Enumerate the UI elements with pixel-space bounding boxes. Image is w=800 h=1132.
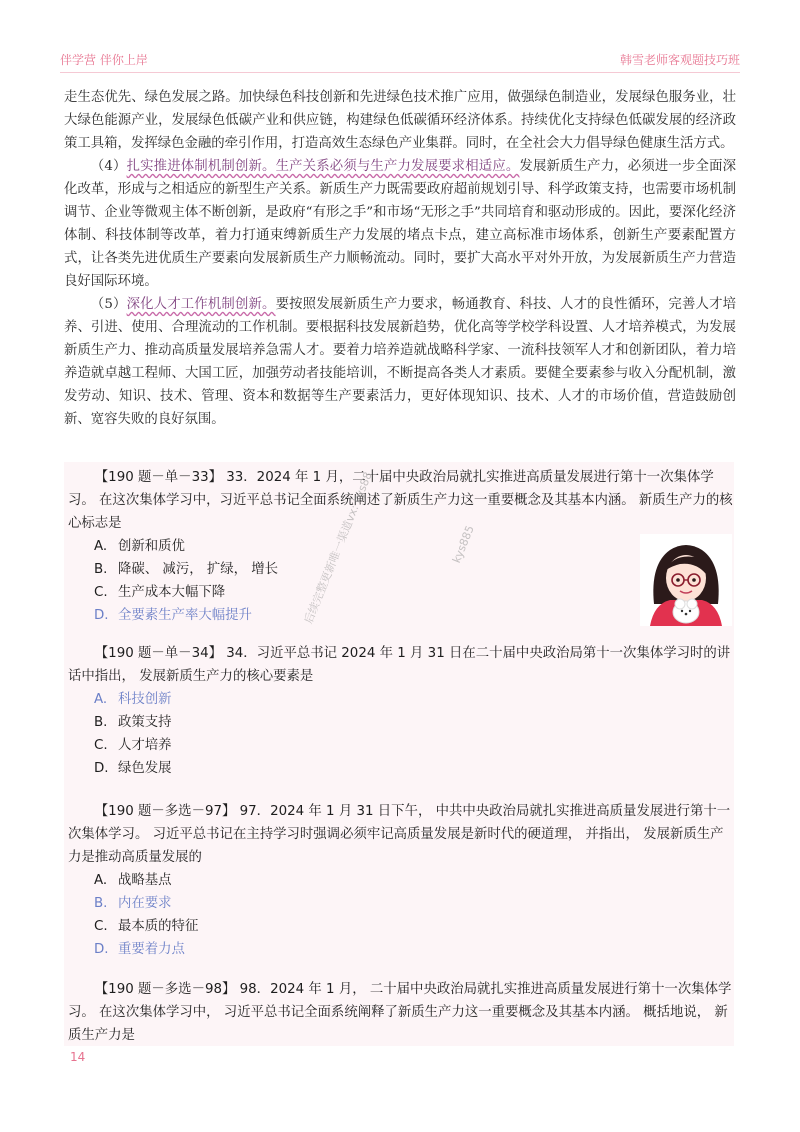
option-letter: B. — [94, 562, 108, 577]
option-letter: D. — [94, 942, 109, 957]
option-letter: C. — [94, 585, 108, 600]
paragraph-2-body: 发展新质生产力，必须进一步全面深化改革，形成与之相适应的新型生产关系。新质生产力既需要政府超前规划引导、科学政策支持，也需要市场机制调节、企业等微观主体不断创新，是政府“有形之手”和市场“无形之手”共同培育和驱动形成的。因此，要深化经济体制、科技体制等改革，着力打通束缚新质生产力发展的堵点卡点，建立高标准市场体系，创新生产要素配置方式，让各类先进优质生产要素向发展新质生产力顺畅流动。同时，要扩大高水平对外开放，为发展新质生产力营造良好国际环境。 — [64, 159, 737, 289]
option-letter: B. — [94, 896, 108, 911]
option-b[interactable] — [64, 558, 734, 581]
paragraph-2-heading: 扎实推进体制机制创新。生产关系必须与生产力发展要求相适应。 — [126, 159, 520, 174]
option-text: 科技创新 — [118, 692, 172, 707]
option-text: 降碳、 减污， 扩绿， 增长 — [118, 562, 279, 577]
paragraph-2-number: （4） — [90, 159, 127, 174]
option-letter: A. — [94, 873, 108, 888]
option-text: 战略基点 — [118, 873, 172, 888]
question-stem: 【190 题－多选－97】 97．2024 年 1 月 31 日下午， 中共中央政治局就扎实推进高质量发展进行第十一次集体学习。 习近平总书记在主持学习时强调必须牢记高质量发展是新时代的硬道理， 并指出， 发展新质生产力是推动高质量发展的 — [68, 804, 731, 865]
header-right-title: 韩雪老师客观题技巧班 — [619, 52, 740, 67]
option-text: 绿色发展 — [118, 761, 172, 776]
option-letter: A. — [94, 539, 108, 554]
watermark-text-secondary: kys885 — [450, 523, 477, 565]
question-34 — [64, 642, 734, 780]
paragraph-2 — [64, 155, 736, 293]
body-text — [64, 86, 736, 431]
header-divider — [60, 72, 740, 73]
option-letter: D. — [94, 761, 109, 776]
option-c[interactable] — [64, 581, 734, 604]
option-letter: D. — [94, 608, 109, 623]
option-b-correct[interactable] — [64, 892, 734, 915]
option-c[interactable] — [64, 915, 734, 938]
page-header — [60, 48, 740, 70]
option-a-correct[interactable] — [64, 688, 734, 711]
watermark-text: 后续完整更新唯一渠道vx: kys88 — [301, 470, 375, 626]
header-left-title: 伴学营 伴你上岸 — [60, 52, 148, 67]
question-33 — [64, 466, 734, 627]
option-b[interactable] — [64, 711, 734, 734]
option-d-correct[interactable] — [64, 604, 734, 627]
option-d[interactable] — [64, 757, 734, 780]
option-letter: A. — [94, 692, 108, 707]
option-text: 最本质的特征 — [118, 919, 199, 934]
option-text: 创新和质优 — [118, 539, 185, 554]
page-number: 14 — [70, 1050, 86, 1064]
paragraph-3 — [64, 293, 736, 431]
option-text: 内在要求 — [118, 896, 172, 911]
question-stem: 【190 题－单－33】 33．2024 年 1 月，二十届中央政治局就扎实推进高质量发展进行第十一次集体学习。 在这次集体学习中，习近平总书记全面系统阐述了新质生产力这一重要概念及其基本内涵。 新质生产力的核心标志是 — [68, 470, 733, 531]
paragraph-3-number: （5） — [90, 297, 127, 312]
option-text: 人才培养 — [118, 738, 172, 753]
option-d-correct[interactable] — [64, 938, 734, 961]
option-a[interactable] — [64, 535, 734, 558]
teacher-avatar-icon — [640, 534, 732, 626]
option-c[interactable] — [64, 734, 734, 757]
paragraph-1: 走生态优先、绿色发展之路。加快绿色科技创新和先进绿色技术推广应用，做强绿色制造业，发展绿色服务业，壮大绿色能源产业，发展绿色低碳产业和供应链，构建绿色低碳循环经济体系。持续优化支持绿色低碳发展的经济政策工具箱，发挥绿色金融的牵引作用，打造高效生态绿色产业集群。同时，在全社会大力倡导绿色健康生活方式。 — [64, 90, 736, 151]
option-a[interactable] — [64, 869, 734, 892]
paragraph-3-body: 要按照发展新质生产力要求，畅通教育、科技、人才的良性循环，完善人才培养、引进、使用、合理流动的工作机制。要根据科技发展新趋势，优化高等学校学科设置、人才培养模式，为发展新质生产力、推动高质量发展培养急需人才。要着力培养造就战略科学家、一流科技领军人才和创新团队，着力培养造就卓越工程师、大国工匠，加强劳动者技能培训，不断提高各类人才素质。要健全要素参与收入分配机制，激发劳动、知识、技术、管理、资本和数据等生产要素活力，更好体现知识、技术、人才的市场价值，营造鼓励创新、宽容失败的良好氛围。 — [64, 297, 737, 427]
question-section — [64, 462, 734, 1046]
question-stem: 【190 题－单－34】 34．习近平总书记 2024 年 1 月 31 日在二十届中央政治局第十一次集体学习时的讲话中指出， 发展新质生产力的核心要素是 — [68, 646, 731, 684]
option-letter: B. — [94, 715, 108, 730]
option-text: 政策支持 — [118, 715, 172, 730]
option-text: 重要着力点 — [118, 942, 185, 957]
option-text: 生产成本大幅下降 — [118, 585, 226, 600]
paragraph-3-heading: 深化人才工作机制创新。 — [126, 297, 276, 312]
option-text: 全要素生产率大幅提升 — [118, 608, 252, 623]
option-letter: C. — [94, 738, 108, 753]
question-98 — [64, 978, 734, 1047]
question-stem: 【190 题－多选－98】 98．2024 年 1 月， 二十届中央政治局就扎实推进高质量发展进行第十一次集体学习。 在这次集体学习中， 习近平总书记全面系统阐释了新质生产力这一重要概念及其基本内涵。 概括地说， 新质生产力是 — [68, 982, 732, 1043]
option-letter: C. — [94, 919, 108, 934]
question-97 — [64, 800, 734, 961]
